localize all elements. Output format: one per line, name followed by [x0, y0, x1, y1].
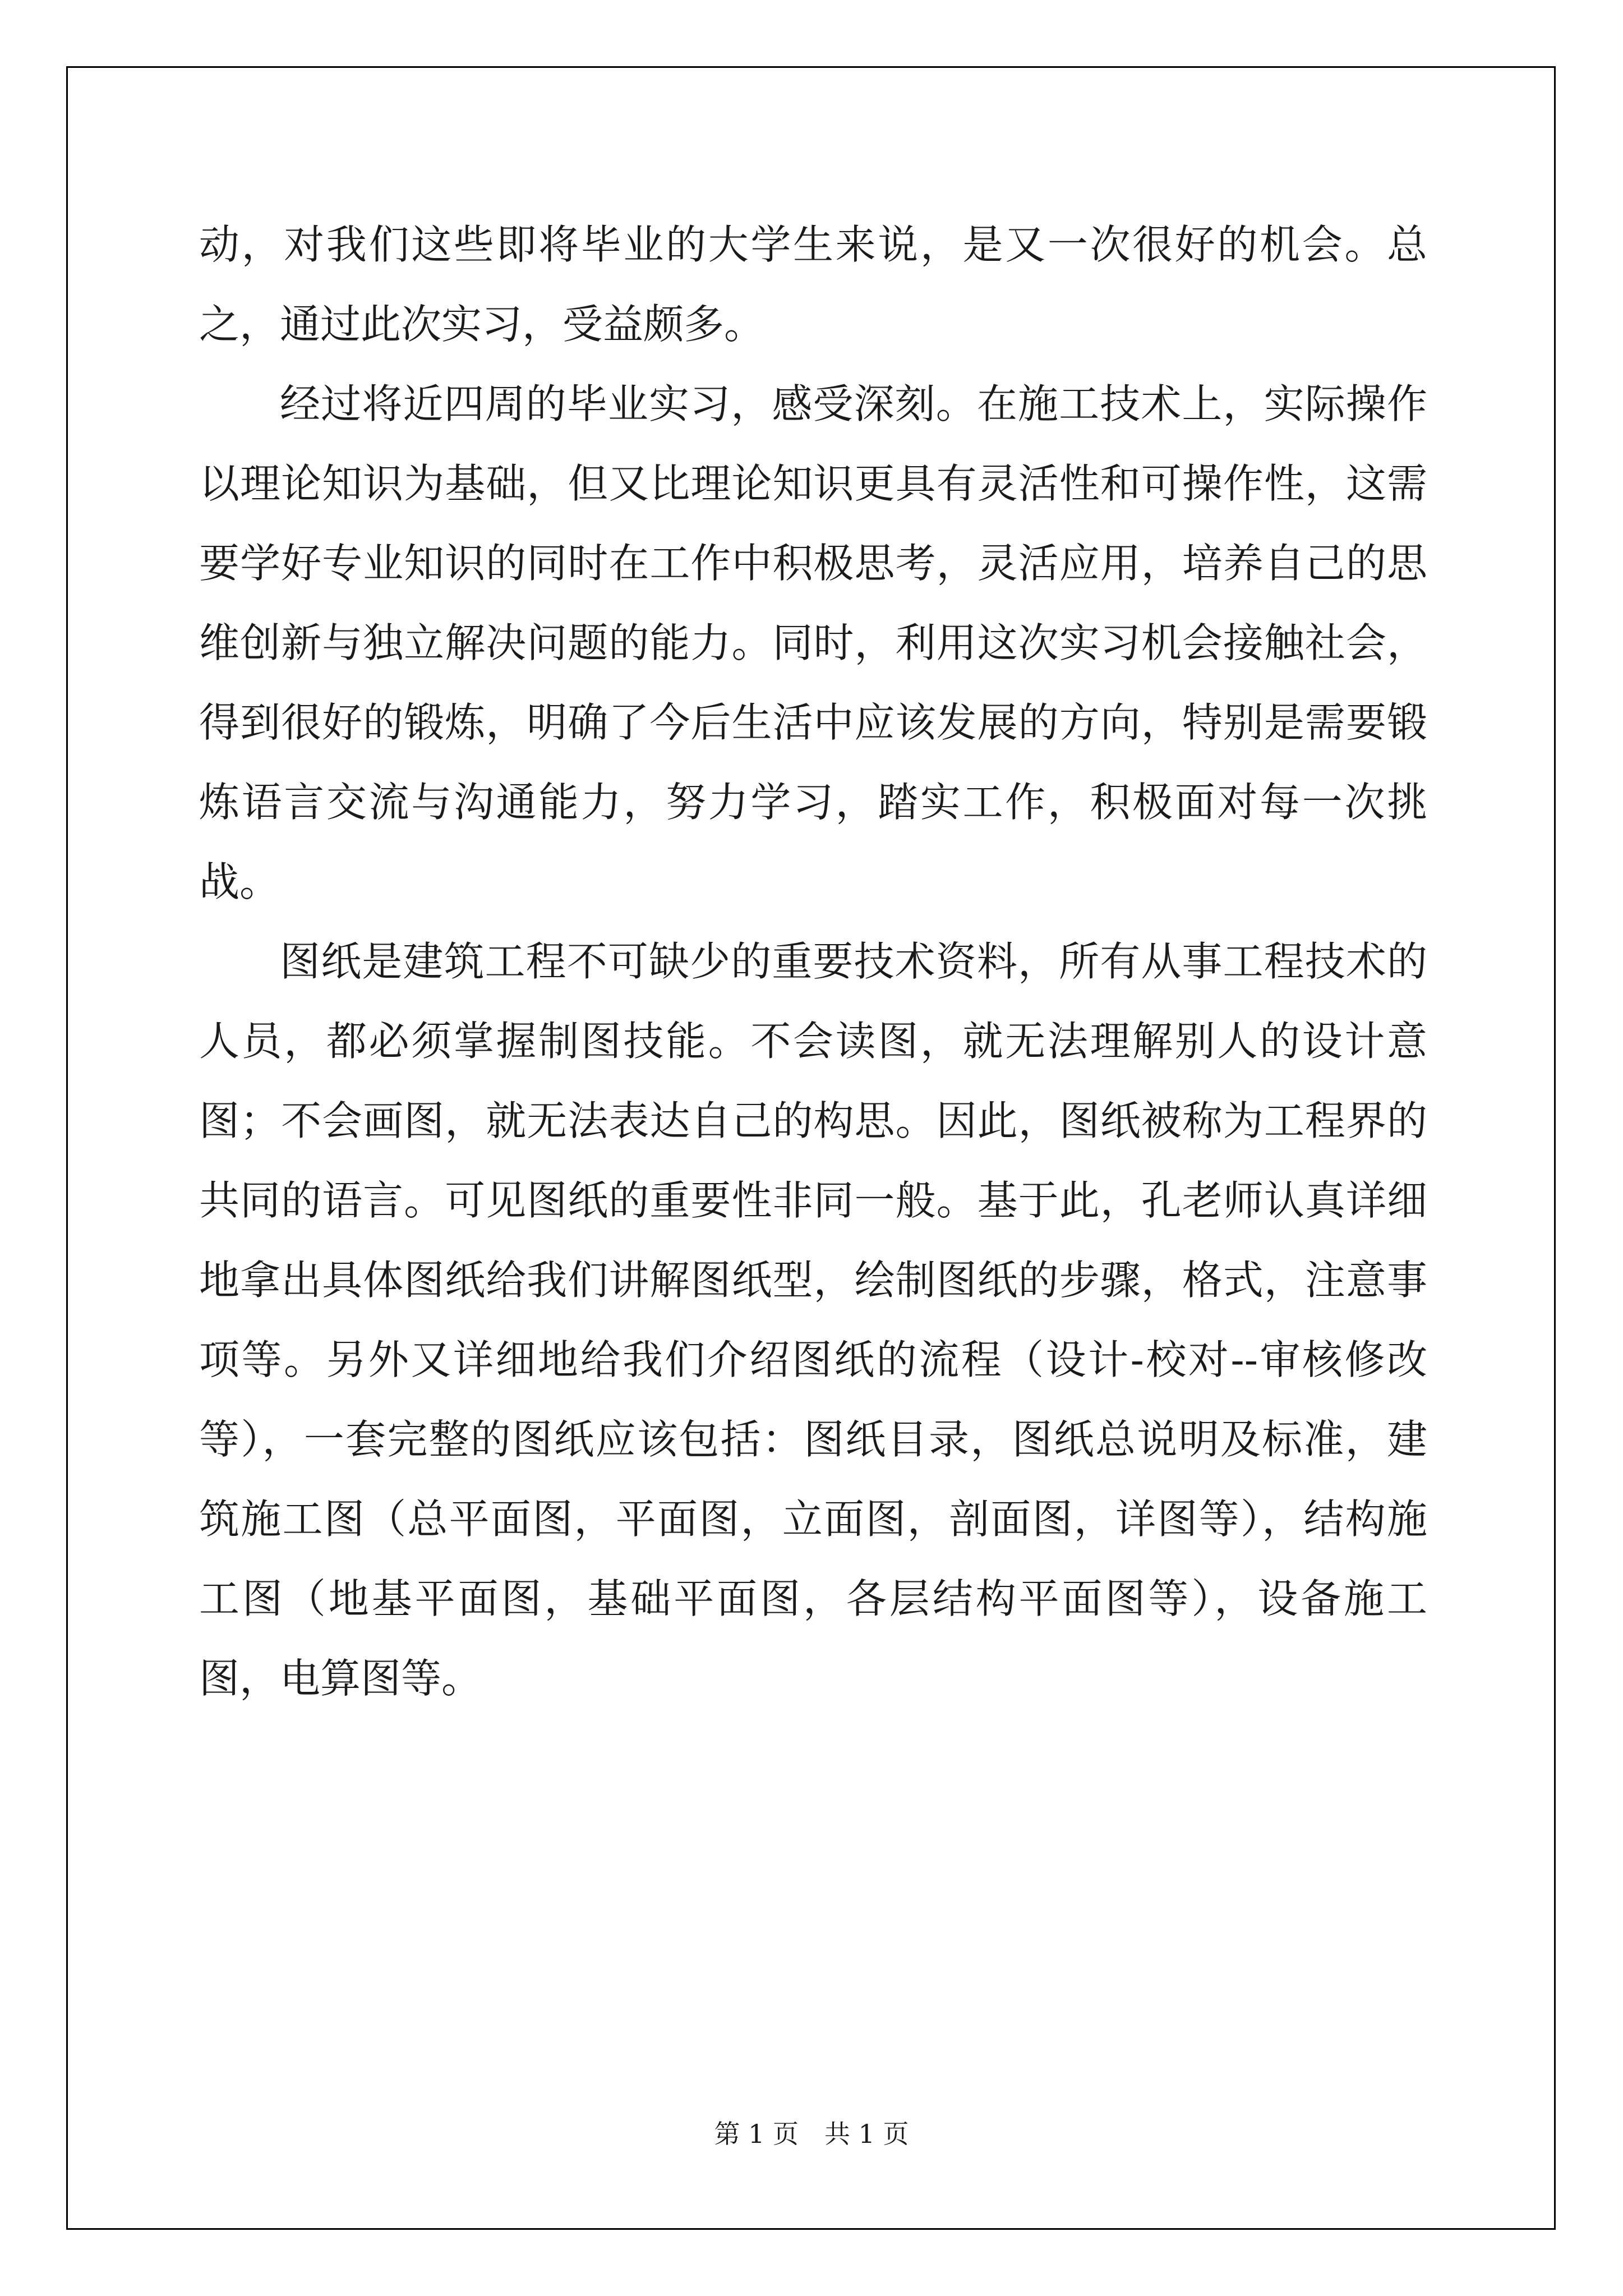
- page-number: 第 1 页: [714, 2119, 799, 2149]
- document-body: [199, 205, 1427, 1718]
- paragraph-2: 经过将近四周的毕业实习，感受深刻。在施工技术上，实际操作以理论知识为基础，但又比理论知识更具有灵活性和可操作性，这需要学好专业知识的同时在工作中积极思考，灵活应用，培养自己的思维创新与独立解决问题的能力。同时，利用这次实习机会接触社会，得到很好的锻炼，明确了今后生活中应该发展的方向，特别是需要锻炼语言交流与沟通能力，努力学习，踏实工作，积极面对每一次挑战。: [199, 380, 1427, 905]
- paragraph-3: 图纸是建筑工程不可缺少的重要技术资料，所有从事工程技术的人员，都必须掌握制图技能。不会读图，就无法理解别人的设计意图；不会画图，就无法表达自己的构思。因此，图纸被称为工程界的共同的语言。可见图纸的重要性非同一般。基于此，孔老师认真详细地拿出具体图纸给我们讲解图纸型，绘制图纸的步骤，格式，注意事项等。另外又详细地给我们介绍图纸的流程（设计-校对--审核修改等），一套完整的图纸应该包括：图纸目录，图纸总说明及标准，建筑施工图（总平面图，平面图，立面图，剖面图，详图等），结构施工图（地基平面图，基础平面图，各层结构平面图等），设备施工图，电算图等。: [199, 938, 1427, 1702]
- paragraph-1: 动，对我们这些即将毕业的大学生来说，是又一次很好的机会。总之，通过此次实习，受益颇多。: [199, 221, 1427, 348]
- page-footer: [0, 2114, 1623, 2151]
- page-total: 共 1 页: [824, 2119, 909, 2149]
